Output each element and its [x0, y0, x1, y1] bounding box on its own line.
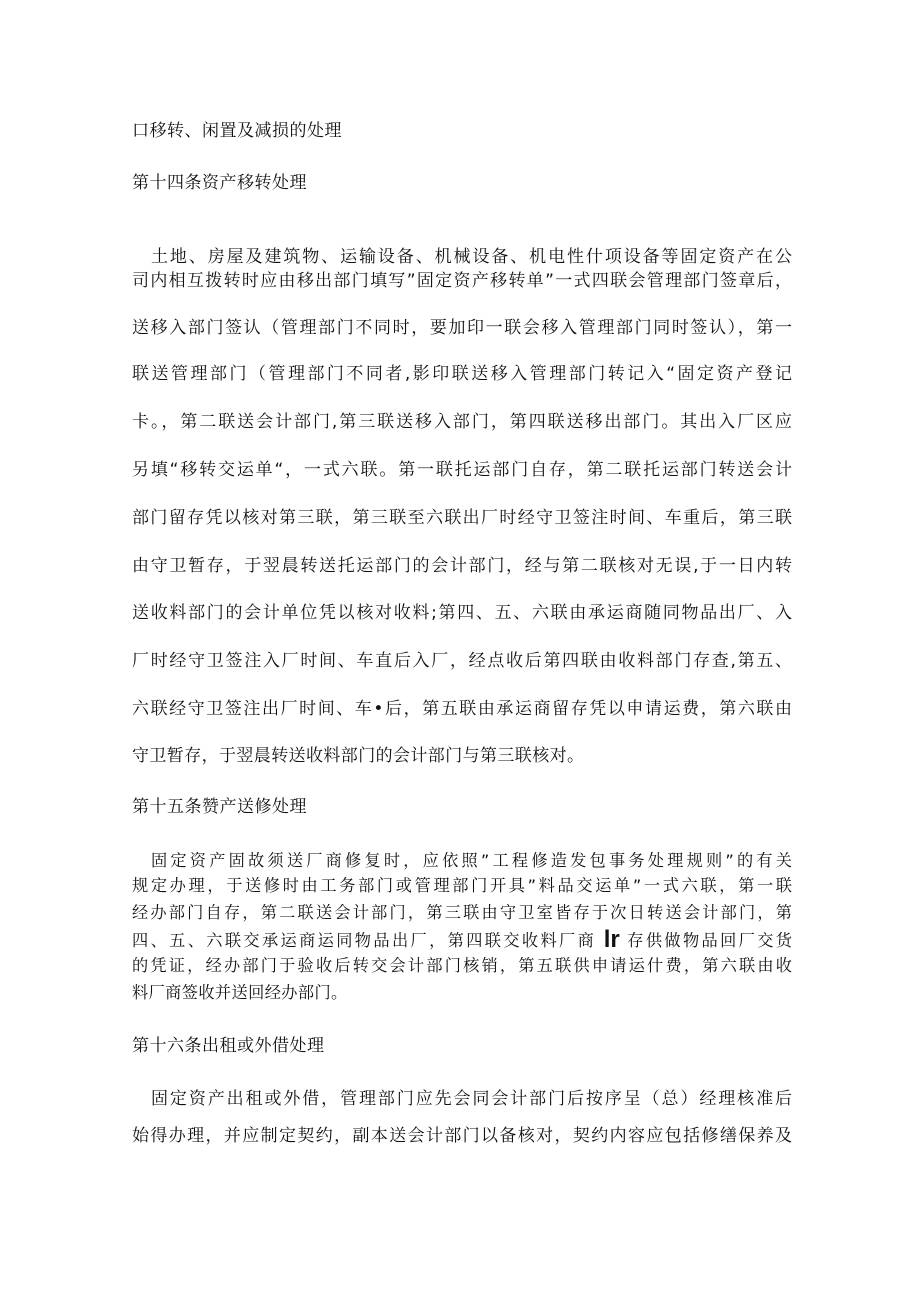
paragraph-line: 料厂商签收并送回经办部门。: [132, 983, 348, 1002]
paragraph-line: 固定资产出租或外借，管理部门应先会同会计部门后按序呈（总）经理核准后: [151, 1089, 792, 1109]
paragraph-line: 厂时经守卫签注入厂时间、车直后入厂，经点收后第四联由收料部门存查,第五、: [132, 651, 792, 671]
paragraph-line-with-mark: [132, 928, 792, 952]
paragraph-line: 固定资产固故须送厂商修复时，应依照”工程修造发包事务处理规则”的有关: [151, 851, 792, 870]
stray-glyph: lr: [603, 926, 620, 953]
paragraph-line: 规定办理，于送修时由工务部门或管理部门开具”料品交运单”一式六联，第一联: [132, 876, 792, 895]
paragraph-line: 司内相互拨转时应由移出部门填写”固定资产移转单”一式四联会管理部门签章后，: [132, 271, 792, 291]
paragraph-line: 经办部门自存，第二联送会计部门，第三联由守卫室皆存于次日转送会计部门，第: [132, 903, 792, 922]
article-14-heading: 第十四条资产移转处理: [132, 173, 307, 193]
paragraph-line: 送收料部门的会计单位凭以核对收料;第四、五、六联由承运商随同物品出厂、入: [132, 603, 792, 623]
paragraph-line: 始得办理，并应制定契约，副本送会计部门以备核对，契约内容应包括修缮保养及: [132, 1126, 792, 1146]
paragraph-text: 存供做物品回厂交货: [627, 931, 792, 950]
section-heading: 口移转、闲置及减损的处理: [132, 121, 342, 141]
paragraph-line: 部门留存凭以核对第三联，第三联至六联出厂时经守卫签注时间、车重后，第三联: [132, 508, 792, 528]
paragraph-line: 六联经守卫签注出厂时间、车•后，第五联由承运商留存凭以申请运费，第六联由: [132, 699, 792, 719]
paragraph-line: 卡。，第二联送会计部门,第三联送移入部门，第四联送移出部门。其出入厂区应: [132, 412, 792, 432]
article-15-heading: 第十五条赞产送修处理: [132, 797, 307, 817]
paragraph-line: 土地、房屋及建筑物、运输设备、机械设备、机电性什项设备等固定资产在公: [151, 247, 792, 267]
paragraph-line: 的凭证，经办部门于验收后转交会计部门核销，第五联供申请运什费，第六联由收: [132, 956, 792, 975]
article-16-heading: 第十六条出租或外借处理: [132, 1036, 325, 1056]
paragraph-line: 由守卫暂存，于翌晨转送托运部门的会计部门，经与第二联核对无误,于一日内转: [132, 556, 792, 576]
paragraph-line: 联送管理部门（管理部门不同者,影印联送移入管理部门转记入“固定资产登记: [132, 364, 792, 384]
paragraph-line: 守卫暂存，于翌晨转送收料部门的会计部门与第三联核对。: [132, 746, 585, 766]
paragraph-text: 四、五、六联交承运商运同物品出厂，第四联交收料厂商: [132, 931, 597, 950]
paragraph-line: 送移入部门签认（管理部门不同时，要加印一联会移入管理部门同时签认），第一: [132, 318, 792, 338]
paragraph-line: 另填“移转交运单“，一式六联。第一联托运部门自存，第二联托运部门转送会计: [132, 460, 792, 480]
